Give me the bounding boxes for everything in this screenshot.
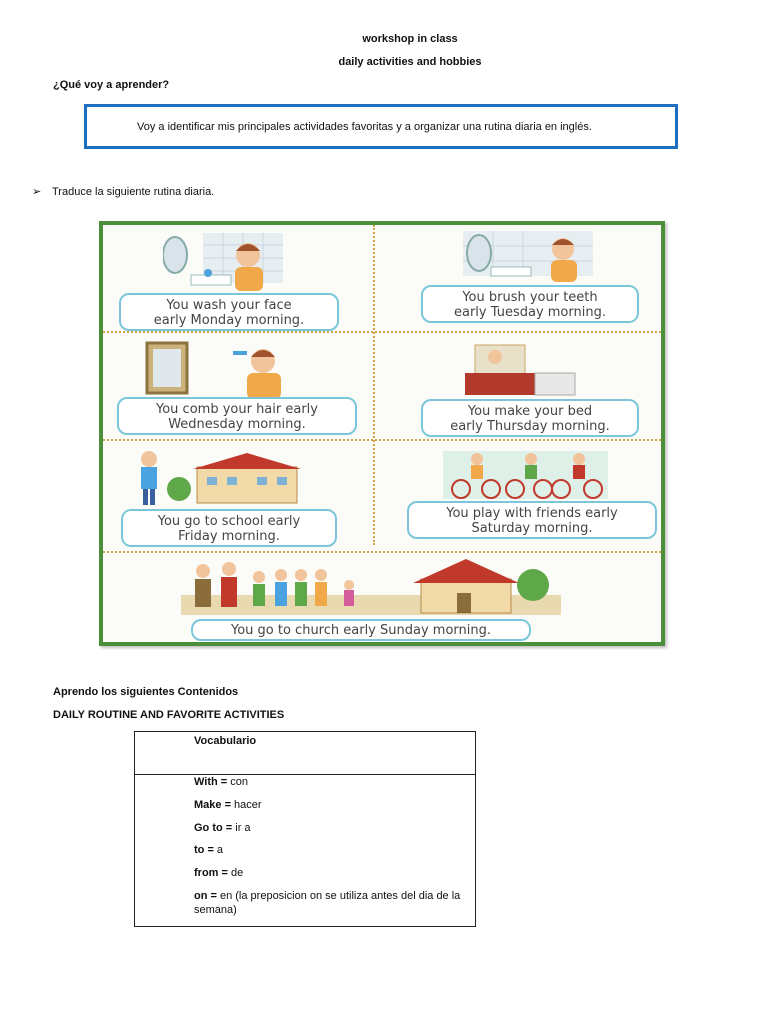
vocabulary-table: [134, 731, 476, 927]
routine-caption-wednesday: You comb your hair early Wednesday morning.: [117, 397, 357, 435]
vocab-item: on = en (la preposicion on se utiliza antes del dia de la semana): [194, 890, 461, 916]
vocab-item: Go to = ir a: [194, 822, 251, 834]
dotted-divider-horizontal: [103, 439, 661, 441]
go-to-church-illustration: [181, 559, 561, 619]
comb-hair-illustration: [143, 341, 293, 401]
document-subtitle: daily activities and hobbies: [338, 56, 482, 68]
dotted-divider-vertical: [373, 225, 375, 545]
vocab-item: Make = hacer: [194, 799, 262, 811]
vocab-item: to = a: [194, 844, 224, 856]
dotted-divider-horizontal: [103, 551, 661, 553]
arrow-bullet-icon: ➢: [32, 186, 42, 198]
wash-face-illustration: [163, 233, 283, 293]
routine-caption-saturday: You play with friends early Saturday morning.: [407, 501, 657, 539]
objective-text: Voy a identificar mis principales actividades favoritas y a organizar una rutina diaria en inglés.: [137, 121, 592, 133]
objective-box: [84, 104, 678, 149]
routine-caption-thursday: You make your bed early Thursday morning.: [421, 399, 639, 437]
vocab-item: With = con: [194, 776, 249, 788]
play-with-friends-illustration: [443, 451, 608, 503]
section-heading: DAILY ROUTINE AND FAVORITE ACTIVITIES: [53, 709, 285, 721]
routine-caption-tuesday: You brush your teeth early Tuesday morning.: [421, 285, 639, 323]
go-to-school-illustration: [135, 449, 315, 509]
vocabulary-header: [135, 732, 475, 775]
routine-caption-friday: You go to school early Friday morning.: [121, 509, 337, 547]
vocabulary-header-label: Vocabulario: [194, 735, 257, 747]
dotted-divider-horizontal: [103, 331, 661, 333]
learning-question: ¿Qué voy a aprender?: [53, 79, 170, 91]
document-title: workshop in class: [362, 33, 458, 45]
routine-caption-sunday: You go to church early Sunday morning.: [191, 619, 531, 641]
instruction: [32, 185, 214, 198]
vocab-item: from = de: [194, 867, 244, 879]
brush-teeth-illustration: [463, 231, 593, 286]
make-bed-illustration: [465, 343, 585, 398]
routine-caption-monday: You wash your face early Monday morning.: [119, 293, 339, 331]
contents-heading: Aprendo los siguientes Contenidos: [53, 686, 239, 698]
daily-routine-illustration: [99, 221, 665, 646]
instruction-text: Traduce la siguiente rutina diaria.: [52, 186, 215, 198]
